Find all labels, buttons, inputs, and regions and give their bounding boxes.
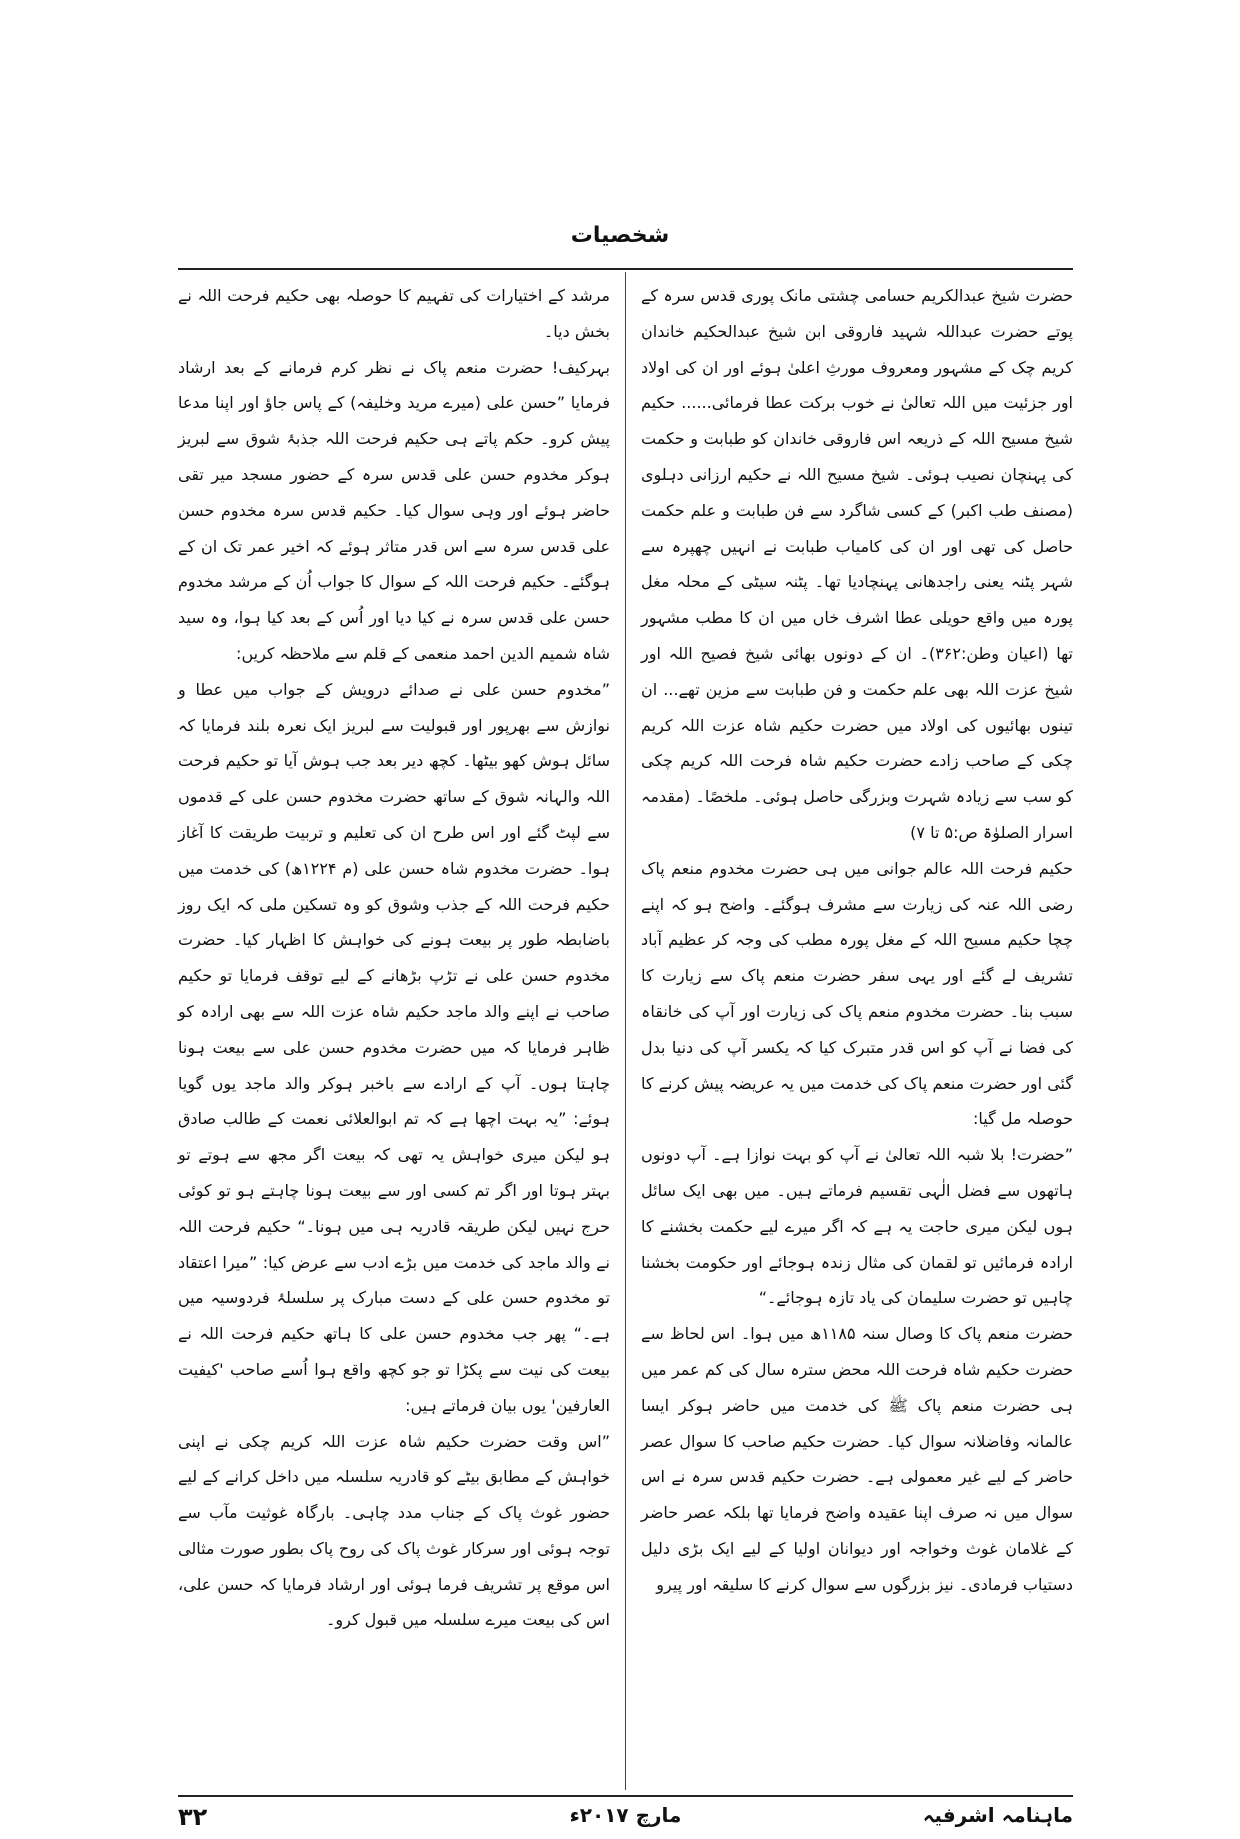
column-divider <box>625 272 626 1790</box>
footer-date: مارچ ۲۰۱۷ء <box>569 1803 682 1827</box>
header-rule <box>178 268 1073 270</box>
right-paragraph-2: حکیم فرحت اللہ عالم جوانی میں ہی حضرت مخدوم منعم پاک رضی اللہ عنہ کی زیارت سے مشرف ہوگئے۔ واضح ہو کہ اپنے چچا حکیم مسیح اللہ کے مغل پورہ مطب کی وجہ کر عظیم آباد تشریف لے گئے اور یہی سفر حضرت منعم پاک سے زیارت کا سبب بنا۔ حضرت مخدوم منعم پاک کی زیارت اور آپ کی خانقاہ کی فضا نے آپ کو اس قدر متبرک کیا کہ یکسر آپ کی دنیا بدل گئی اور حضرت منعم پاک کی خدمت میں یہ عریضہ پیش کرنے کا حوصلہ مل گیا: <box>641 858 1073 1129</box>
page-footer <box>178 1803 1073 1839</box>
footer-rule <box>178 1795 1073 1797</box>
footer-page-number: ۳۲ <box>178 1803 208 1831</box>
right-column <box>641 278 1073 1602</box>
left-column <box>178 278 610 1638</box>
right-paragraph-4: حضرت منعم پاک کا وصال سنہ ۱۱۸۵ھ میں ہوا۔ اس لحاظ سے حضرت حکیم شاہ فرحت اللہ محض سترہ سال کی کم عمر میں ہی حضرت منعم پاک ﷺ کی خدمت میں حاضر ہوکر ایسا عالمانہ وفاضلانہ سوال کیا۔ حضرت حکیم صاحب کا سوال عصر حاضر کے لیے غیر معمولی ہے۔ حضرت حکیم قدس سرہ نے اس سوال میں نہ صرف اپنا عقیدہ واضح فرمایا تھا بلکہ عصر حاضر کے غلامان غوث وخواجہ اور دیوانان اولیا کے لیے ایک بڑی دلیل دستیاب فرمادی۔ نیز بزرگوں سے سوال کرنے کا سلیقہ اور پیرو <box>641 1324 1073 1594</box>
footer-magazine-name: ماہنامہ اشرفیہ <box>922 1803 1073 1827</box>
right-quote: ”حضرت! بلا شبہ اللہ تعالیٰ نے آپ کو بہت نوازا ہے۔ آپ دونوں ہاتھوں سے فضل الٰہی تقسیم فرماتے ہیں۔ میں بھی ایک سائل ہوں لیکن میری حاجت یہ ہے کہ اگر میرے لیے حکمت بخشنے کا ارادہ فرمائیں تو لقمان کی مثال زندہ ہوجائے اور حکومت بخشنا چاہیں تو حضرت سلیمان کی یاد تازہ ہوجائے۔“ <box>641 1145 1073 1308</box>
left-paragraph-1: مرشد کے اختیارات کی تفہیم کا حوصلہ بھی حکیم فرحت اللہ نے بخش دیا۔ <box>178 286 611 341</box>
left-quote-1: ”مخدوم حسن علی نے صدائے درویش کے جواب میں عطا و نوازش سے بھرپور اور قبولیت سے لبریز ایک نعرہ بلند فرمایا کہ سائل ہوش کھو بیٹھا۔ کچھ دیر بعد جب ہوش آیا تو حکیم فرحت اللہ والہانہ شوق کے ساتھ حضرت مخدوم حسن علی کے قدموں سے لپٹ گئے اور اس طرح ان کی تعلیم و تربیت طریقت کا آغاز ہوا۔ حضرت مخدوم شاہ حسن علی (م ۱۲۲۴ھ) کی خدمت میں حکیم فرحت اللہ کے جذب وشوق کو وہ تسکین ملی کہ ایک روز باضابطہ طور پر بیعت ہونے کی خواہش کا اظہار کیا۔ حضرت مخدوم حسن علی نے تڑپ بڑھانے کے لیے توقف فرمایا تو حکیم صاحب نے اپنے والد ماجد حکیم شاہ عزت اللہ سے بھی ارادہ کو ظاہر فرمایا کہ میں حضرت مخدوم حسن علی سے بیعت ہونا چاہتا ہوں۔ آپ کے ارادے سے باخبر ہوکر والد ماجد یوں گویا ہوئے: ”یہ بہت اچھا ہے کہ تم ابوالعلائی نعمت کے طالب صادق ہو لیکن میری خواہش یہ تھی کہ بیعت اگر مجھ سے ہوتے تو بہتر ہوتا اور اگر تم کسی اور سے بیعت ہونا چاہتے ہو تو کوئی حرج نہیں لیکن طریقہ قادریہ ہی میں ہونا۔“ حکیم فرحت اللہ نے والد ماجد کی خدمت میں بڑے ادب سے عرض کیا: ”میرا اعتقاد تو مخدوم حسن علی کے دست مبارک پر سلسلۂ فردوسیہ میں ہے۔“ پھر جب مخدوم حسن علی کا ہاتھ حکیم فرحت اللہ نے بیعت کی نیت سے پکڑا تو جو کچھ واقع ہوا اُسے صاحب 'کیفیت العارفین' یوں بیان فرماتے ہیں: <box>178 679 610 1415</box>
right-paragraph-1: حضرت شیخ عبدالکریم حسامی چشتی مانک پوری قدس سرہ کے پوتے حضرت عبداللہ شہید فاروقی ابن شیخ عبدالحکیم خاندان کریم چک کے مشہور ومعروف مورثِ اعلیٰ ہوئے اور ان کی اولاد اور جزئیت میں اللہ تعالیٰ نے خوب برکت عطا فرمائی...... حکیم شیخ مسیح اللہ کے ذریعہ اس فاروقی خاندان کو طبابت و حکمت کی پہنچان نصیب ہوئی۔ شیخ مسیح اللہ نے حکیم ارزانی دہلوی (مصنف طب اکبر) کے کسی شاگرد سے فن طبابت و علم حکمت حاصل کی تھی اور ان کی کامیاب طبابت نے انہیں چھپرہ سے شہر پٹنہ یعنی راجدھانی پہنچادیا تھا۔ پٹنہ سیٹی کے محلہ مغل پورہ میں واقع حویلی عطا اشرف خاں میں ان کا مطب مشہور تھا (اعیان وطن:۳۶۲)۔ ان کے دونوں بھائی شیخ فصیح اللہ اور شیخ عزت اللہ بھی علم حکمت و فن طبابت سے مزین تھے... ان تینوں بھائیوں کی اولاد میں حضرت حکیم شاہ عزت اللہ کریم چکی کے صاحب زادے حضرت حکیم شاہ فرحت اللہ کریم چکی کو سب سے زیادہ شہرت وبزرگی حاصل ہوئی۔ ملخصًا۔ (مقدمہ اسرار الصلوٰۃ ص:۵ تا ۷) <box>641 286 1073 842</box>
section-title: شخصیات <box>570 223 670 248</box>
left-paragraph-2: بہرکیف! حضرت منعم پاک نے نظر کرم فرمانے کے بعد ارشاد فرمایا ”حسن علی (میرے مرید وخلیفہ) کے پاس جاؤ اور اپنا مدعا پیش کرو۔ حکم پاتے ہی حکیم فرحت اللہ جذبۂ شوق سے لبریز ہوکر مخدوم حسن علی قدس سرہ کے حضور مسجد میر تقی حاضر ہوئے اور وہی سوال کیا۔ حکیم قدس سرہ مخدوم حسن علی قدس سرہ سے اس قدر متاثر ہوئے کہ اخیر عمر تک ان کے ہوگئے۔ حکیم فرحت اللہ کے سوال کا جواب اُن کے مرشد مخدوم حسن علی قدس سرہ نے کیا دیا اور اُس کے بعد کیا ہوا، وہ سید شاہ شمیم الدین احمد منعمی کے قلم سے ملاحظہ کریں: <box>178 357 610 663</box>
left-quote-2: ”اس وقت حضرت حکیم شاہ عزت اللہ کریم چکی نے اپنی خواہش کے مطابق بیٹے کو قادریہ سلسلہ میں داخل کرانے کے لیے حضور غوث پاک کے جناب مدد چاہی۔ بارگاہ غوثیت مآب سے توجہ ہوئی اور سرکار غوث پاک کی روح پاک بطور صورت مثالی اس موقع پر تشریف فرما ہوئی اور ارشاد فرمایا کہ حسن علی، اس کی بیعت میرے سلسلہ میں قبول کرو۔ <box>178 1431 610 1630</box>
